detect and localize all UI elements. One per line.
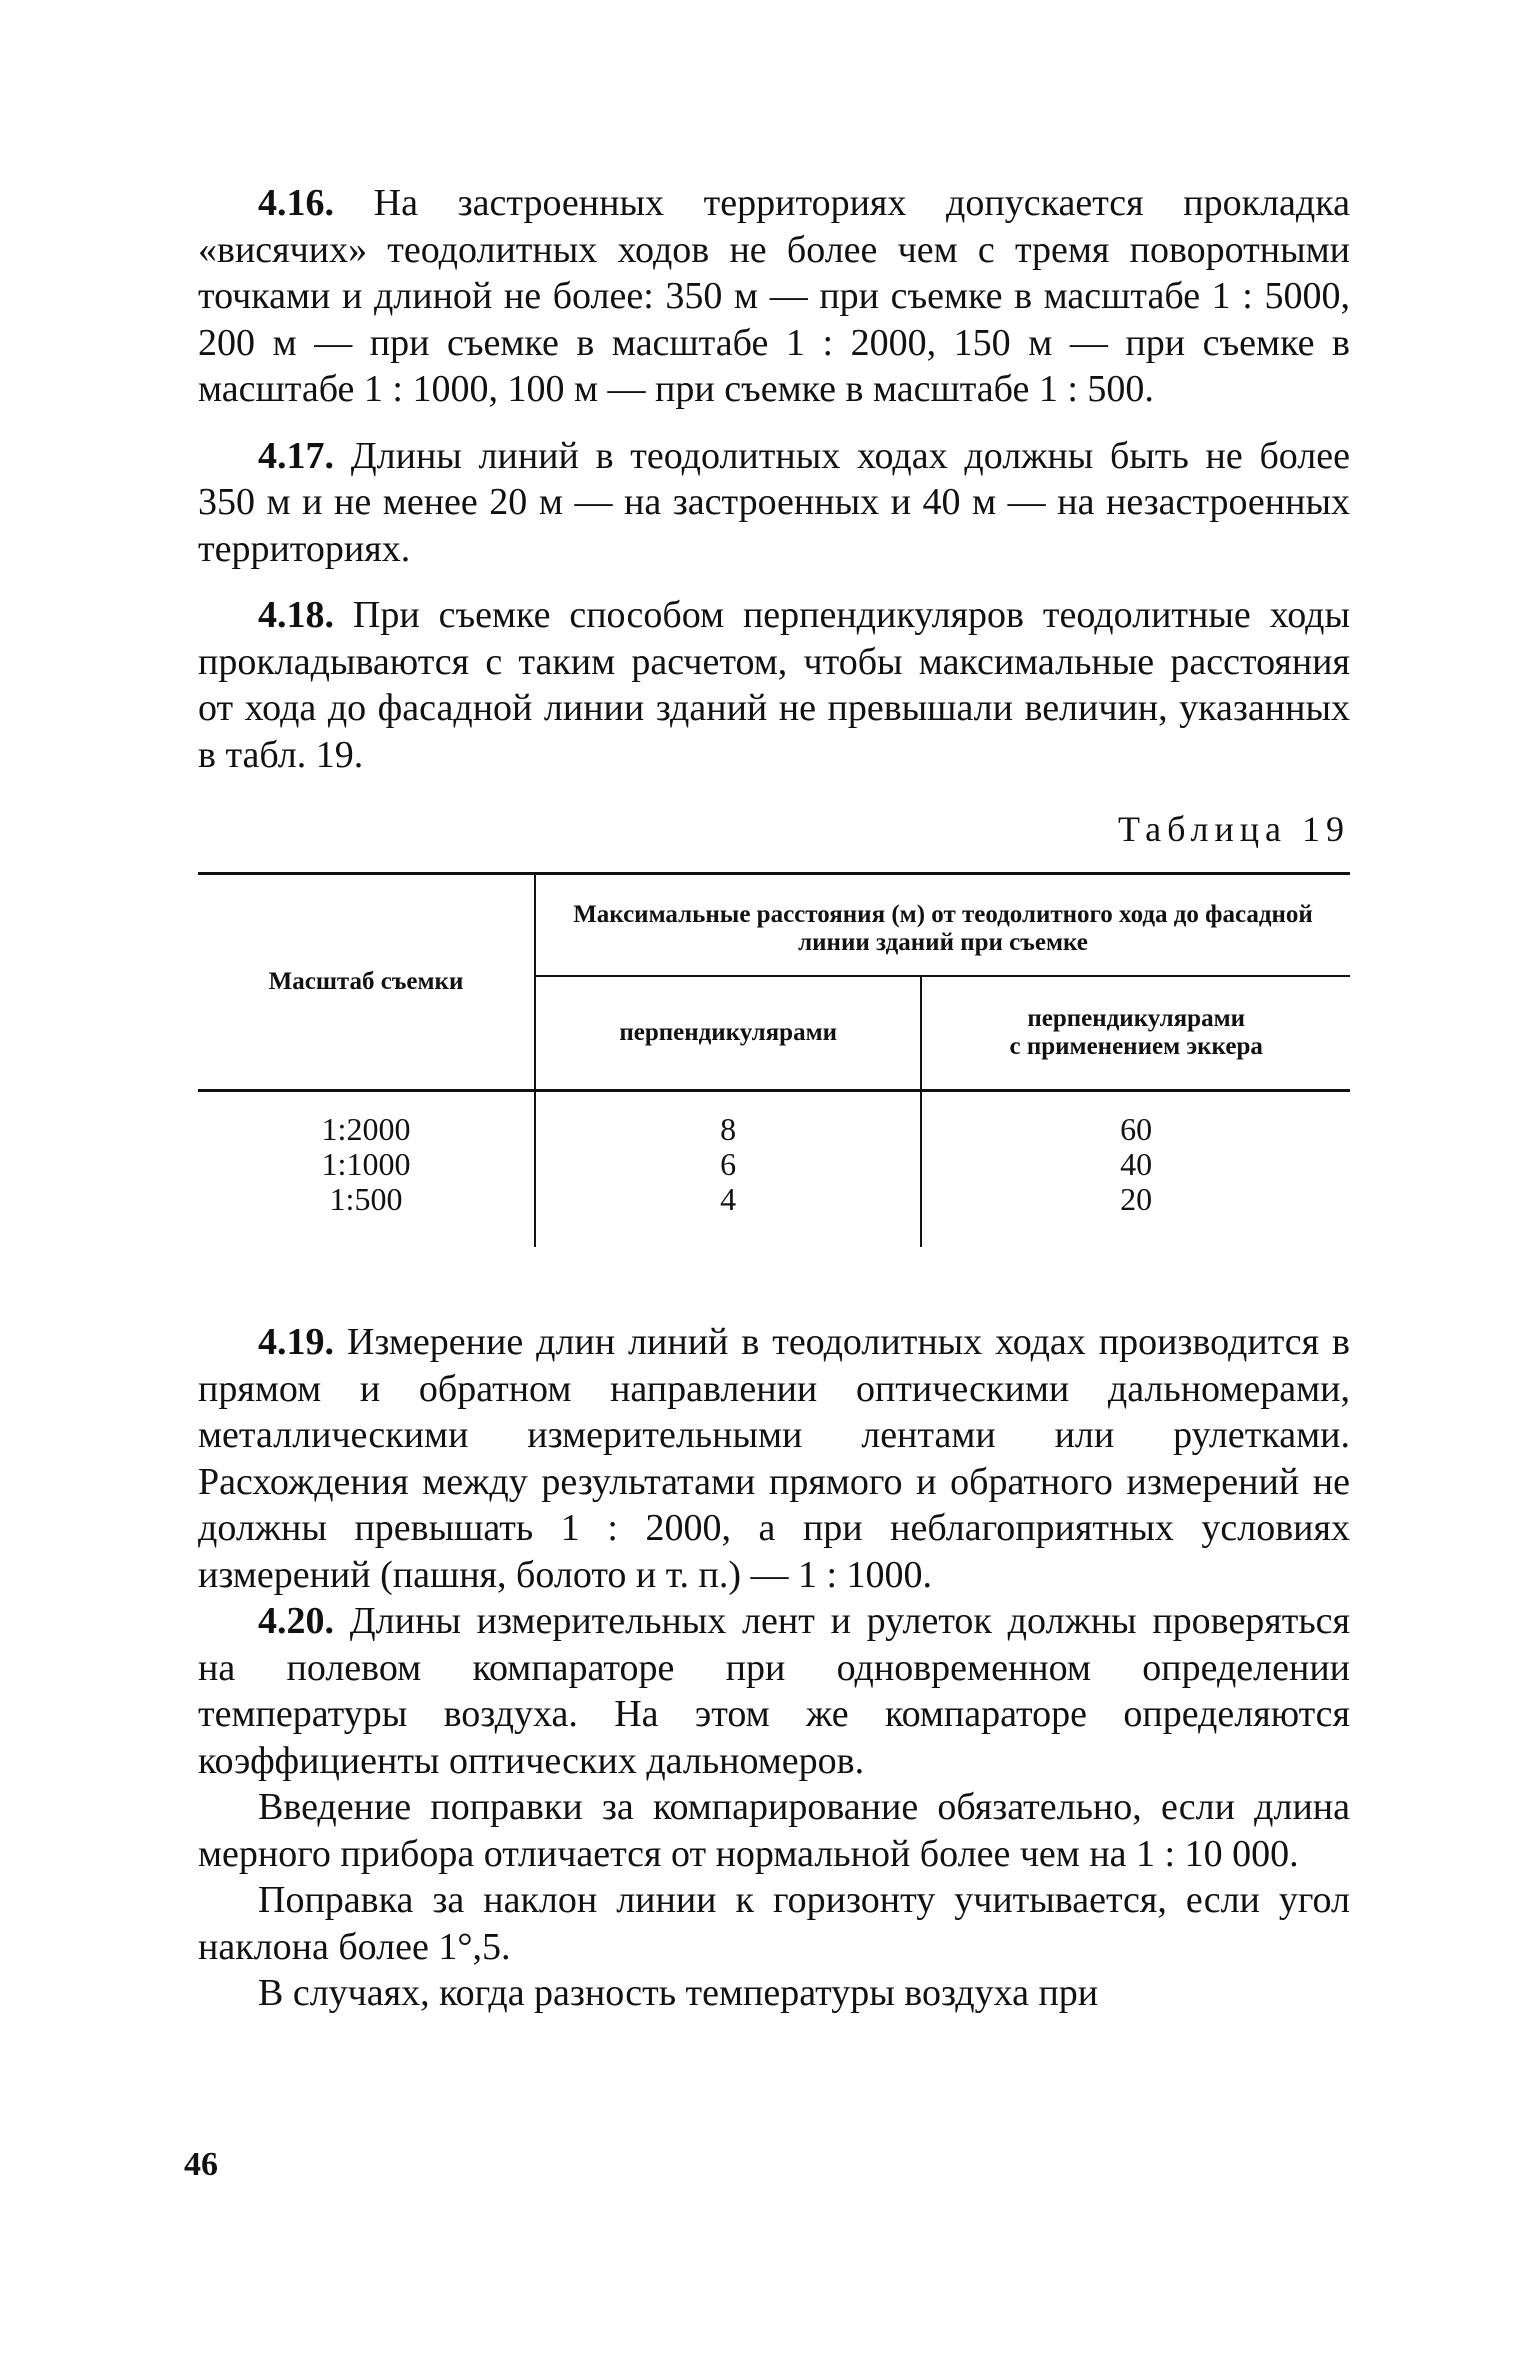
header-col3-line2: с применением эккера bbox=[1009, 1033, 1263, 1060]
perp-value: 8 bbox=[720, 1111, 737, 1147]
ekker-value: 20 bbox=[1120, 1181, 1153, 1217]
perp-value: 6 bbox=[720, 1146, 737, 1182]
table-caption: Таблица 19 bbox=[1118, 809, 1350, 849]
scale-value: 1:1000 bbox=[321, 1146, 411, 1182]
page-number: 46 bbox=[184, 2146, 218, 2183]
scale-cell bbox=[198, 1091, 535, 1248]
page-content bbox=[198, 180, 1350, 2017]
ekker-cell bbox=[921, 1091, 1350, 1248]
paragraph-comparison bbox=[198, 1784, 1350, 1877]
paragraph-number: 4.19. bbox=[258, 1321, 334, 1363]
header-perpendiculars-ekker bbox=[921, 976, 1350, 1091]
header-scale: Масштаб съемки bbox=[198, 874, 535, 1091]
header-perpendiculars: перпендикулярами bbox=[535, 976, 921, 1091]
paragraph-text: Поправка за наклон линии к горизонту учитывается, если угол наклона более 1°,5. bbox=[198, 1879, 1350, 1968]
paragraph-number: 4.16. bbox=[258, 182, 334, 224]
paragraph-number: 4.18. bbox=[258, 594, 334, 636]
ekker-value: 40 bbox=[1120, 1146, 1153, 1182]
paragraph-4-18 bbox=[198, 592, 1350, 778]
paragraph-text: Длины линий в теодолитных ходах должны быть не более 350 м и не менее 20 м — на застроенных и 40 м — на незастроенных территориях. bbox=[198, 434, 1350, 570]
scale-value: 1:2000 bbox=[321, 1111, 411, 1147]
paragraph-text: При съемке способом перпендикуляров теодолитные ходы прокладываются с таким расчетом, чтобы максимальные расстояния от хода до фасадной линии зданий не превышали величин, указанных в табл. 19. bbox=[198, 594, 1350, 776]
paragraph-4-17 bbox=[198, 433, 1350, 573]
perp-value: 4 bbox=[720, 1181, 737, 1217]
paragraph-4-20 bbox=[198, 1598, 1350, 1784]
perp-cell bbox=[535, 1091, 921, 1248]
paragraph-slope bbox=[198, 1877, 1350, 1970]
paragraph-text: В случаях, когда разность температуры воздуха при bbox=[258, 1972, 1099, 2014]
header-col3-line1: перпендикулярами bbox=[1027, 1005, 1246, 1032]
header-group: Максимальные расстояния (м) от теодолитного хода до фасадной линии зданий при съемке bbox=[535, 874, 1350, 977]
paragraph-text: Длины измерительных лент и рулеток должны проверяться на полевом компараторе при одновременном определении температуры воздуха. На этом же компараторе определяются коэффициенты оптических дальномеров. bbox=[198, 1600, 1351, 1782]
paragraph-number: 4.20. bbox=[258, 1600, 334, 1642]
ekker-value: 60 bbox=[1120, 1111, 1153, 1147]
scale-value: 1:500 bbox=[329, 1181, 403, 1217]
paragraph-4-19 bbox=[198, 1319, 1350, 1598]
paragraph-4-16 bbox=[198, 180, 1350, 413]
paragraph-temperature bbox=[198, 1970, 1350, 2017]
table-19 bbox=[198, 872, 1350, 1247]
paragraph-text: Введение поправки за компарирование обязательно, если длина мерного прибора отличается от нормальной более чем на 1 : 10 000. bbox=[198, 1786, 1350, 1875]
section-after-table bbox=[198, 1319, 1350, 2017]
paragraph-text: Измерение длин линий в теодолитных ходах производится в прямом и обратном направлении оптическими дальномерами, металлическими измерительными лентами или рулетками. Расхождения между результатами прямого и обратного измерений не должны превышать 1 : 2000, а при неблагоприятных условиях измерений (пашня, болото и т. п.) — 1 : 1000. bbox=[198, 1321, 1351, 1596]
table-row bbox=[198, 1091, 1350, 1248]
paragraph-number: 4.17. bbox=[258, 434, 334, 477]
paragraph-text: На застроенных территориях допускается прокладка «висячих» теодолитных ходов не более чем с тремя поворотными точками и длиной не более: 350 м — при съемке в масштабе 1 : 5000, 200 м — при съемке в масштабе 1 : 2000, 150 м — при съемке в масштабе 1 : 1000, 100 м — при съемке в масштабе 1 : 500. bbox=[198, 182, 1351, 410]
